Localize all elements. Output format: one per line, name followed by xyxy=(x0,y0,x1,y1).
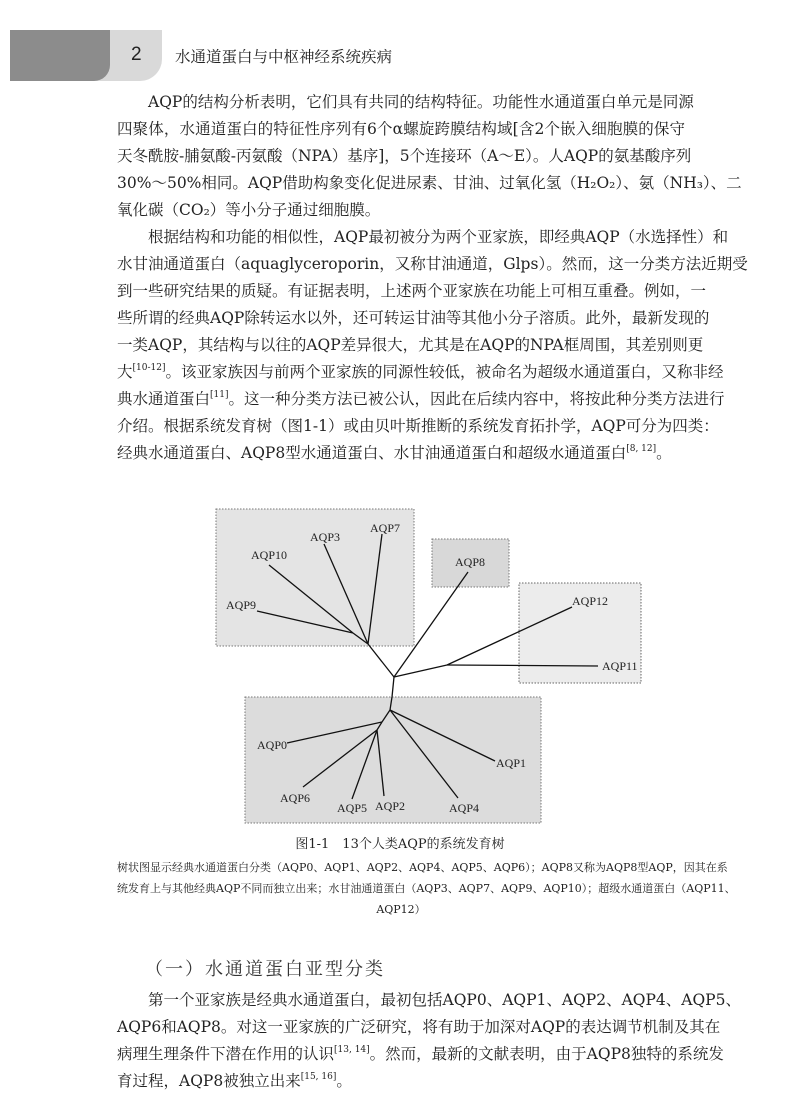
figure-note-line: 统发育上与其他经典AQP不同而独立出来；水甘油通道蛋白（AQP3、AQP7、AQP9、AQP10）；超级水通道蛋白（AQP11、 xyxy=(117,882,736,895)
citation-reference: [15, 16] xyxy=(300,1072,337,1082)
text-line: 根据结构和功能的相似性，AQP最初被分为两个亚家族，即经典AQP（水选择性）和 xyxy=(148,228,729,246)
label-aqp7: AQP7 xyxy=(370,521,401,535)
figure-caption: 图1-1 13个人类AQP的系统发育树 xyxy=(295,837,505,852)
label-aqp3: AQP3 xyxy=(310,530,341,544)
text-line: 介绍。根据系统发育树（图1-1）或由贝叶斯推断的系统发育拓扑学，AQP可分为四类： xyxy=(117,417,719,435)
label-aqp6: AQP6 xyxy=(280,791,311,805)
label-aqp1: AQP1 xyxy=(496,756,527,770)
branch-trunk xyxy=(368,644,394,677)
text-line: AQP6和AQP8。对这一亚家族的广泛研究，将有助于加深对AQP的表达调节机制及其在 xyxy=(117,1018,721,1036)
text-line: 四聚体，水通道蛋白的特征性序列有6个α螺旋跨膜结构域[含2个嵌入细胞膜的保守 xyxy=(117,120,685,138)
text-line: 30%～50%相同。AQP借助构象变化促进尿素、甘油、过氧化氢（H₂O₂）、氨（NH₃）、二 xyxy=(117,174,742,192)
label-aqp8: AQP8 xyxy=(455,555,486,569)
running-title: 水通道蛋白与中枢神经系统疾病 xyxy=(175,48,393,66)
citation-reference: [10-12] xyxy=(132,363,166,373)
text-line: AQP的结构分析表明，它们具有共同的结构特征。功能性水通道蛋白单元是同源 xyxy=(148,93,694,111)
paragraph-classic-subfamily xyxy=(117,987,741,1095)
label-aqp2: AQP2 xyxy=(375,799,406,813)
page-number: 2 xyxy=(131,44,142,65)
label-aqp9: AQP9 xyxy=(226,598,257,612)
text-line: 些所谓的经典AQP除转运水以外，还可转运甘油等其他小分子溶质。此外，最新发现的 xyxy=(117,309,710,327)
text-line: 天冬酰胺-脯氨酸-丙氨酸（NPA）基序]，5个连接环（A～E）。人AQP的氨基酸序列 xyxy=(117,147,692,165)
text-line: 经典水通道蛋白、AQP8型水通道蛋白、水甘油通道蛋白和超级水通道蛋白[8, 12]。 xyxy=(117,444,672,462)
label-aqp12: AQP12 xyxy=(572,594,609,608)
text-line: 典水通道蛋白[11]。这一种分类方法已被公认，因此在后续内容中，将按此种分类方法进行 xyxy=(117,390,725,408)
figure-notes xyxy=(117,857,736,920)
label-aqp10: AQP10 xyxy=(251,548,288,562)
text-line: 第一个亚家族是经典水通道蛋白，最初包括AQP0、AQP1、AQP2、AQP4、AQP5、 xyxy=(148,991,741,1009)
citation-reference: [13, 14] xyxy=(334,1045,370,1055)
section-heading: （一）水通道蛋白亚型分类 xyxy=(145,959,385,980)
label-aqp0: AQP0 xyxy=(257,738,288,752)
text-line: 水甘油通道蛋白（aquaglyceroporin，又称甘油通道，Glps）。然而，这一分类方法近期受 xyxy=(117,255,748,273)
label-aqp4: AQP4 xyxy=(449,801,480,815)
text-line: 到一些研究结果的质疑。有证据表明，上述两个亚家族在功能上可相互重叠。例如，一 xyxy=(117,282,707,300)
citation-reference: [8, 12] xyxy=(626,444,657,454)
text-line: 一类AQP，其结构与以往的AQP差异很大，尤其是在AQP的NPA框周围，其差别则更 xyxy=(117,336,704,354)
text-line: 病理生理条件下潜在作用的认识[13, 14]。然而，最新的文献表明，由于AQP8独特的系统发 xyxy=(117,1045,724,1063)
text-line: 氧化碳（CO₂）等小分子通过细胞膜。 xyxy=(117,201,381,219)
figure-note-line: 树状图显示经典水通道蛋白分类（AQP0、AQP1、AQP2、AQP4、AQP5、AQP6）；AQP8又称为AQP8型AQP，因其在系 xyxy=(117,861,728,874)
label-aqp5: AQP5 xyxy=(337,801,368,815)
text-line: 育过程，AQP8被独立出来[15, 16]。 xyxy=(117,1072,352,1090)
text-line: 大[10-12]。该亚家族因与前两个亚家族的同源性较低，被命名为超级水通道蛋白，又称非经 xyxy=(117,363,724,381)
citation-reference: [11] xyxy=(210,390,229,400)
label-aqp11: AQP11 xyxy=(602,659,638,673)
figure-note-line: AQP12） xyxy=(376,903,426,916)
